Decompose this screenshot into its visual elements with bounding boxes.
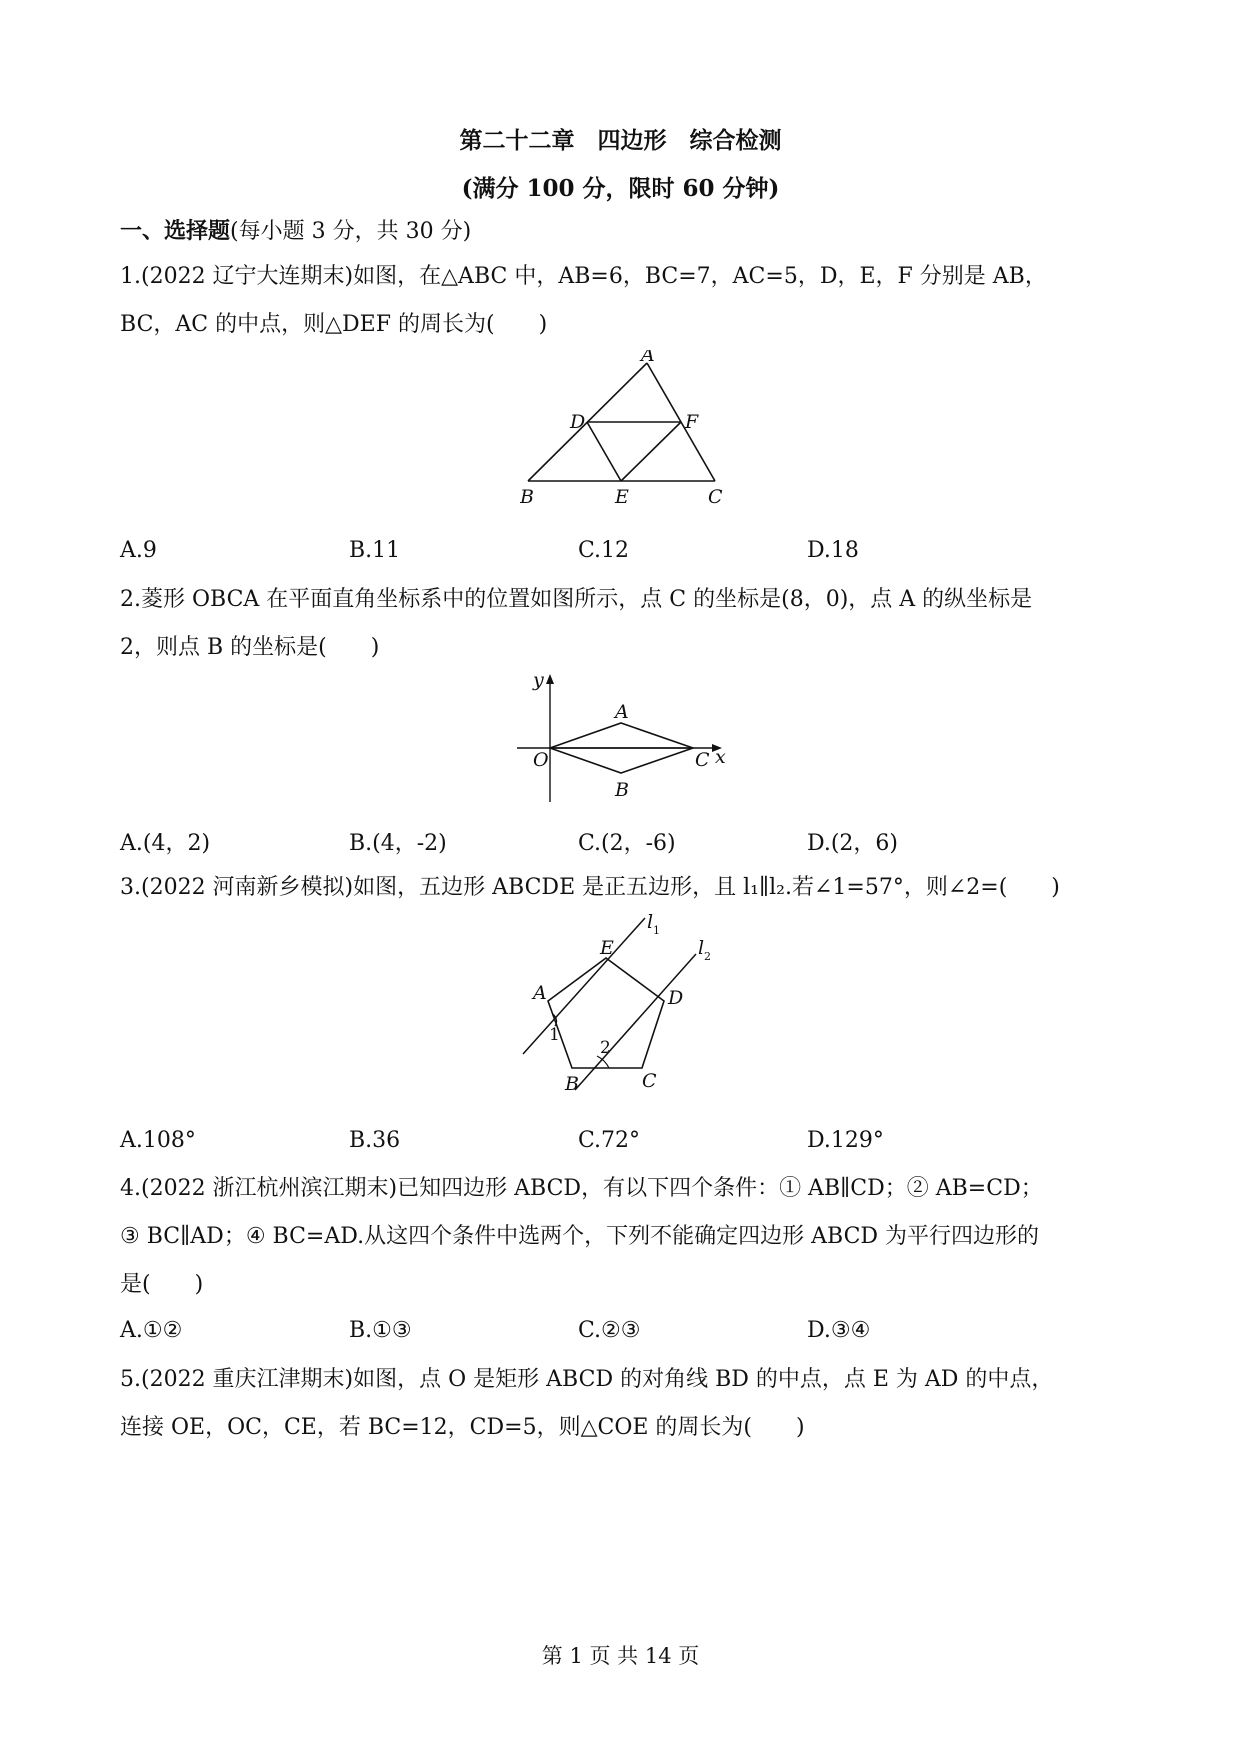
q1-label-b: B <box>520 486 534 508</box>
q2-rhombus-figure <box>505 670 735 810</box>
q5-line2: 连接 OE，OC，CE，若 BC=12，CD=5，则△COE 的周长为( ) <box>120 1415 805 1440</box>
q2-option-a: A.(4，2) <box>120 831 211 856</box>
q3-line-l2 <box>575 954 696 1090</box>
q2-label-o: O <box>533 749 549 771</box>
q1-label-f: F <box>685 411 699 433</box>
q3-line1: 3.(2022 河南新乡模拟)如图，五边形 ABCDE 是正五边形，且 l₁∥l₂.若∠1=57°，则∠2=( ) <box>120 875 1060 900</box>
q5-line1: 5.(2022 重庆江津期末)如图，点 O 是矩形 ABCD 的对角线 BD 的中点，点 E 为 AD 的中点， <box>120 1367 1054 1392</box>
q2-label-y: y <box>533 670 544 691</box>
q3-options <box>120 1128 1120 1158</box>
q2-y-arrow <box>546 674 554 684</box>
q2-option-c: C.(2，-6) <box>578 831 676 856</box>
page-number: 第 1 页 共 14 页 <box>541 1644 700 1668</box>
q2-options <box>120 826 1120 856</box>
section-title: 一、选择题 <box>120 218 231 244</box>
q3-label-c: C <box>642 1070 657 1092</box>
q4-options <box>120 1318 1120 1348</box>
q3-label-l1: l <box>647 911 654 933</box>
q1-option-a: A.9 <box>120 538 157 563</box>
q1-label-a: A <box>641 350 655 366</box>
q4-option-c: C.②③ <box>578 1318 641 1343</box>
q3-label-l1-sub: 1 <box>653 924 660 937</box>
q2-line2: 2，则点 B 的坐标是( ) <box>120 635 380 660</box>
section-note: (每小题 3 分，共 30 分) <box>230 219 472 244</box>
q3-option-a: A.108° <box>120 1128 196 1153</box>
q4-option-b: B.①③ <box>349 1318 412 1343</box>
section-heading <box>120 216 1130 247</box>
q3-label-e: E <box>600 937 614 959</box>
q1-triangle-figure <box>520 350 740 510</box>
q3-label-a: A <box>533 982 547 1004</box>
q3-option-b: B.36 <box>349 1128 401 1153</box>
q1-option-c: C.12 <box>578 538 630 563</box>
q2-line1: 2.菱形 OBCA 在平面直角坐标系中的位置如图所示，点 C 的坐标是(8，0)，点 A 的纵坐标是 <box>120 587 1033 612</box>
q2-option-d: D.(2，6) <box>807 831 899 856</box>
q2-label-b: B <box>615 779 629 801</box>
q1-option-d: D.18 <box>807 538 859 563</box>
q3-option-c: C.72° <box>578 1128 641 1153</box>
q3-label-l2-sub: 2 <box>704 950 711 963</box>
q3-label-b: B <box>565 1073 579 1095</box>
q4-line1: 4.(2022 浙江杭州滨江期末)已知四边形 ABCD，有以下四个条件：① AB∥CD；② AB=CD； <box>120 1176 1043 1201</box>
q3-pentagon-figure <box>515 910 735 1095</box>
q3-option-d: D.129° <box>807 1128 884 1153</box>
q1-options <box>120 538 1120 568</box>
q1-segment-ef <box>621 422 681 481</box>
q2-label-c: C <box>695 749 710 771</box>
q1-option-b: B.11 <box>349 538 401 563</box>
q2-label-a: A <box>615 701 629 723</box>
page-subtitle: (满分 100 分，限时 60 分钟) <box>461 175 780 202</box>
q3-label-angle1: 1 <box>549 1025 560 1045</box>
q1-label-d: D <box>570 411 586 433</box>
q1-label-c: C <box>708 486 723 508</box>
q3-label-angle2: 2 <box>600 1038 611 1058</box>
page-title: 第二十二章 四边形 综合检测 <box>459 127 782 154</box>
q1-segment-de <box>587 422 621 481</box>
q2-label-x: x <box>715 746 726 768</box>
q4-line2: ③ BC∥AD；④ BC=AD.从这四个条件中选两个，下列不能确定四边形 ABCD 为平行四边形的 <box>120 1224 1040 1249</box>
q3-label-l2: l <box>698 937 705 959</box>
q4-line3: 是( ) <box>120 1272 204 1297</box>
q2-option-b: B.(4，-2) <box>349 831 447 856</box>
q4-option-a: A.①② <box>120 1318 183 1343</box>
q1-line2: BC，AC 的中点，则△DEF 的周长为( ) <box>120 312 548 337</box>
q4-option-d: D.③④ <box>807 1318 871 1343</box>
q1-line1: 1.(2022 辽宁大连期末)如图，在△ABC 中，AB=6，BC=7，AC=5，D，E，F 分别是 AB， <box>120 264 1047 289</box>
q3-label-d: D <box>668 987 684 1009</box>
q1-label-e: E <box>615 486 629 508</box>
